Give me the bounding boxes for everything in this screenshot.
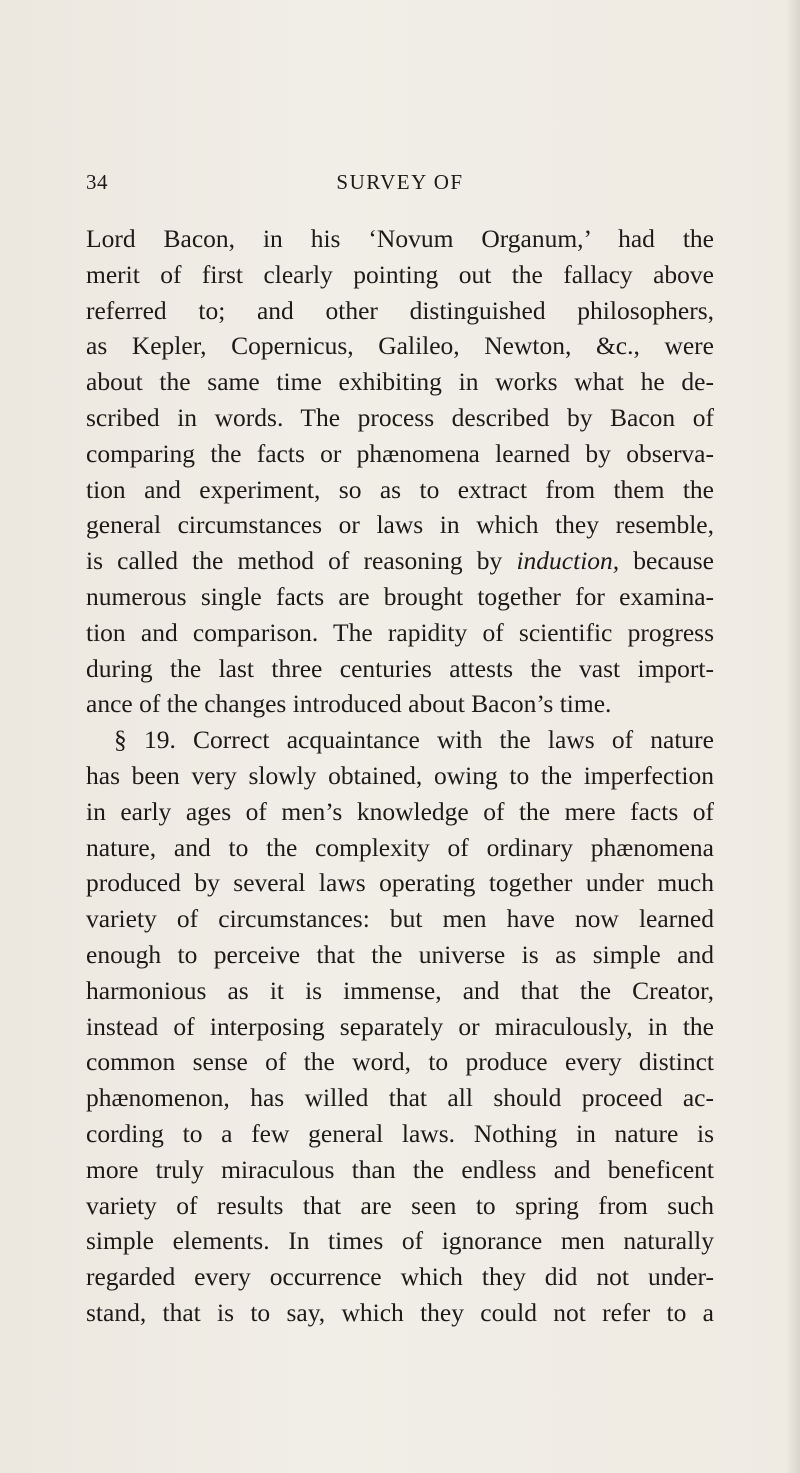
text-segment: is called the method of reasoning by <box>86 546 517 576</box>
text-line: tion and comparison. The rapidity of scientific progress <box>86 617 714 647</box>
text-line: variety of circumstances: but men have now learned <box>86 904 714 934</box>
text-line: enough to perceive that the universe is as simple and <box>86 939 714 969</box>
text-line: phænomenon, has willed that all should proceed ac- <box>86 1083 714 1113</box>
page-header <box>86 170 714 200</box>
body-text <box>86 221 714 1331</box>
text-line: Lord Bacon, in his ‘Novum Organum,’ had the <box>86 224 714 253</box>
text-line: in early ages of men’s knowledge of the mere facts of <box>86 796 714 826</box>
text-line: common sense of the word, to produce every distinct <box>86 1047 714 1077</box>
text-line: simple elements. In times of ignorance men naturally <box>86 1226 714 1256</box>
text-segment: because <box>619 546 715 576</box>
text-line: has been very slowly obtained, owing to the imperfection <box>86 760 714 790</box>
text-line: about the same time exhibiting in works what he de- <box>86 367 714 397</box>
text-line: nature, and to the complexity of ordinary phænomena <box>86 832 714 862</box>
text-line: regarded every occurrence which they did not under- <box>86 1262 714 1292</box>
text-line: merit of first clearly pointing out the fallacy above <box>86 259 714 289</box>
text-line: as Kepler, Copernicus, Galileo, Newton, &c., were <box>86 331 714 361</box>
text-line: comparing the facts or phænomena learned by observa- <box>86 438 714 468</box>
page-number: 34 <box>86 170 108 194</box>
text-line: produced by several laws operating together under much <box>86 868 714 898</box>
text-line: scribed in words. The process described by Bacon of <box>86 402 714 432</box>
text-line: harmonious as it is immense, and that the Creator, <box>86 975 714 1005</box>
text-line: general circumstances or laws in which they resemble, <box>86 510 714 540</box>
text-line-with-italic <box>86 543 714 579</box>
text-line: more truly miraculous than the endless and beneficent <box>86 1154 714 1184</box>
text-line: cording to a few general laws. Nothing in nature is <box>86 1118 714 1148</box>
page-edge-shadow <box>786 0 800 1473</box>
section-start-line: § 19. Correct acquaintance with the laws of nature <box>114 725 714 755</box>
text-line: instead of interposing separately or miraculously, in the <box>86 1011 714 1041</box>
text-line: variety of results that are seen to spring from such <box>86 1190 714 1220</box>
italic-term: induction, <box>516 546 620 576</box>
running-head: SURVEY OF <box>336 170 464 194</box>
text-line: numerous single facts are brought together for examina- <box>86 581 714 611</box>
text-line: stand, that is to say, which they could not refer to a <box>86 1297 714 1327</box>
text-line: referred to; and other distinguished philosophers, <box>86 295 714 325</box>
text-line: during the last three centuries attests the vast import- <box>86 653 714 683</box>
paragraph-end-line: ance of the changes introduced about Bacon’s time. <box>86 689 612 719</box>
text-line: tion and experiment, so as to extract from them the <box>86 474 714 504</box>
